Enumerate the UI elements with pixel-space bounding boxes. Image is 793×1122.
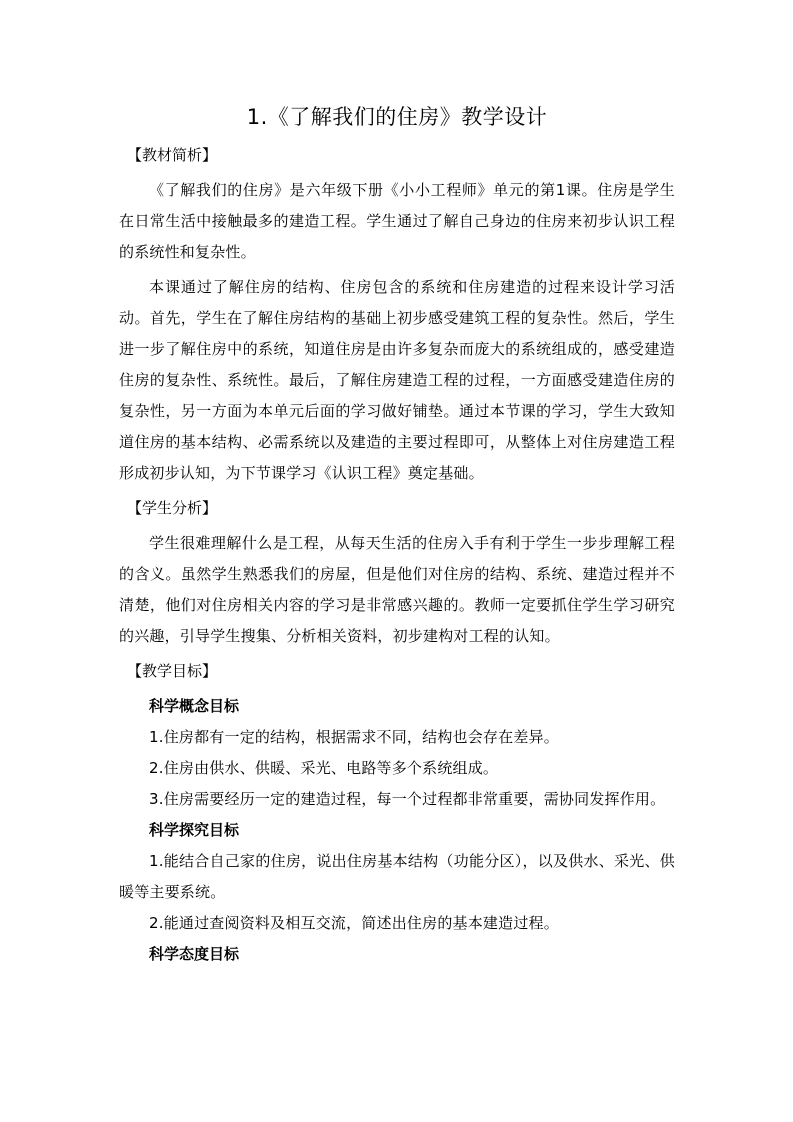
inquiry-goals-heading: 科学探究目标: [149, 821, 240, 839]
materials-paragraph-2: 本课通过了解住房的结构、住房包含的系统和住房建造的过程来设计学习活动。首先，学生在了解住房结构的基础上初步感受建筑工程的复杂性。然后，学生进一步了解住房中的系统，知道住房是由许多复杂而庞大的系统组成的，感受建造住房的复杂性、系统性。最后，了解住房建造工程的过程，一方面感受建造住房的复杂性，另一方面为本单元后面的学习做好铺垫。通过本节课的学习，学生大致知道住房的基本结构、必需系统以及建造的主要过程即可，从整体上对住房建造工程形成初步认知，为下节课学习《认识工程》奠定基础。: [119, 278, 675, 482]
materials-paragraph-1: 《了解我们的住房》是六年级下册《小小工程师》单元的第1课。住房是学生在日常生活中接触最多的建造工程。学生通过了解自己身边的住房来初步认识工程的系统性和复杂性。: [119, 181, 675, 261]
section-heading-students: 【学生分析】: [127, 499, 218, 517]
section-heading-materials: 【教材简析】: [127, 146, 218, 164]
inquiry-goal-2: 2.能通过查阅资料及相互交流，简述出住房的基本建造过程。: [149, 914, 559, 932]
concept-goal-2: 2.住房由供水、供暖、采光、电路等多个系统组成。: [149, 759, 499, 777]
students-paragraph-1: 学生很难理解什么是工程，从每天生活的住房入手有利于学生一步步理解工程的含义。虽然学生熟悉我们的房屋，但是他们对住房的结构、系统、建造过程并不清楚，他们对住房相关内容的学习是非常感兴趣的。教师一定要抓住学生学习研究的兴趣，引导学生搜集、分析相关资料，初步建构对工程的认知。: [119, 534, 675, 645]
document-title: 1.《了解我们的住房》教学设计: [246, 105, 548, 129]
section-heading-goals: 【教学目标】: [127, 662, 218, 680]
concept-goal-1: 1.住房都有一定的结构，根据需求不同，结构也会存在差异。: [149, 728, 559, 746]
document-body: [119, 100, 675, 970]
inquiry-goal-1: 1.能结合自己家的住房，说出住房基本结构（功能分区），以及供水、采光、供暖等主要系统。: [119, 852, 675, 901]
concept-goals-heading: 科学概念目标: [149, 697, 240, 715]
attitude-goals-heading: 科学态度目标: [149, 945, 240, 963]
concept-goal-3: 3.住房需要经历一定的建造过程，每一个过程都非常重要，需协同发挥作用。: [149, 790, 666, 808]
